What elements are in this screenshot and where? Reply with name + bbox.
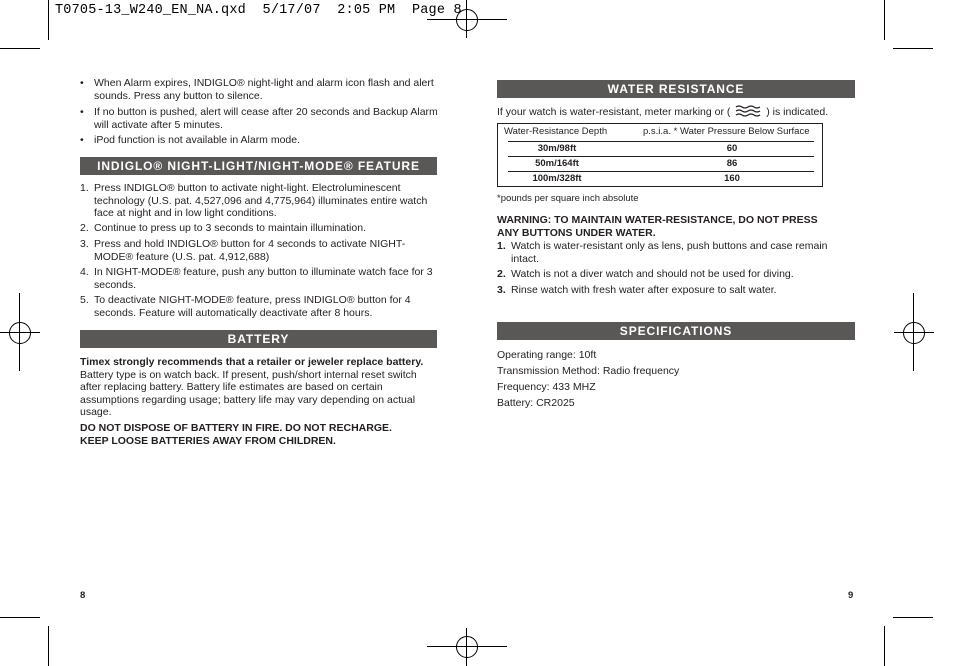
list-item: 1. Watch is water-resistant only as lens, push buttons and case remain intact.: [497, 240, 828, 265]
list-item: 3. Rinse watch with fresh water after exposure to salt water.: [497, 284, 777, 296]
section-header-battery: BATTERY: [80, 330, 437, 348]
table-header-depth: Water-Resistance Depth: [504, 126, 608, 137]
page-number-right: 9: [848, 590, 854, 601]
section-header-indiglo: INDIGLO® NIGHT-LIGHT/NIGHT-MODE® FEATURE: [80, 157, 437, 175]
page-number-left: 8: [80, 590, 86, 601]
table-footnote: *pounds per square inch absolute: [497, 193, 639, 204]
file-slug: T0705-13_W240_EN_NA.qxd 5/17/07 2:05 PM Page 8: [55, 3, 462, 18]
specifications-list: [497, 349, 857, 413]
water-warning: WARNING: TO MAINTAIN WATER-RESISTANCE, DO NOT PRESS ANY BUTTONS UNDER WATER.: [497, 214, 818, 239]
water-waves-icon: [735, 105, 761, 121]
list-item: 3. Press and hold INDIGLO® button for 4 seconds to activate NIGHT-MODE® feature (U.S. pat. 4,912,688): [80, 238, 406, 263]
list-item: • iPod function is not available in Alarm mode.: [80, 134, 301, 146]
battery-paragraph: Timex strongly recommends that a retailer or jeweler replace battery. Battery type is on watch back. If present, push/short internal reset switch after replacing battery. Battery life estimates are based on certain assumptions regarding usage; battery life may vary depending on actual usage.: [80, 356, 424, 419]
list-item: Frequency: 433 MHZ: [497, 381, 596, 393]
battery-warning: DO NOT DISPOSE OF BATTERY IN FIRE. DO NOT RECHARGE. KEEP LOOSE BATTERIES AWAY FROM CHILDREN.: [80, 422, 392, 447]
list-item: 1. Press INDIGLO® button to activate night-light. Electroluminescent technology (U.S. pat. 4,527,096 and 4,775,964) illuminates entire watch face at night and in low light conditions.: [80, 182, 428, 220]
list-item: Operating range: 10ft: [497, 349, 597, 361]
list-item: • If no button is pushed, alert will cease after 20 seconds and Backup Alarm will activate after 5 minutes.: [80, 106, 438, 131]
list-item: 4. In NIGHT-MODE® feature, push any button to illuminate watch face for 3 seconds.: [80, 266, 433, 291]
section-header-specifications: SPECIFICATIONS: [497, 322, 855, 340]
table-header-pressure: p.s.i.a. * Water Pressure Below Surface: [643, 126, 810, 137]
list-item: Transmission Method: Radio frequency: [497, 365, 680, 377]
table-divider: [508, 141, 814, 142]
list-item: • When Alarm expires, INDIGLO® night-light and alarm icon flash and alert sounds. Press any button to silence.: [80, 77, 434, 102]
list-item: Battery: CR2025: [497, 397, 575, 409]
list-item: 5. To deactivate NIGHT-MODE® feature, press INDIGLO® button for 4 seconds. Feature will automatically deactivate after 8 hours.: [80, 294, 411, 319]
list-item: 2. Continue to press up to 3 seconds to maintain illumination.: [80, 222, 366, 234]
list-item: 2. Watch is not a diver watch and should not be used for diving.: [497, 268, 794, 280]
water-intro: If your watch is water-resistant, meter marking or ( ) is indicated.: [497, 105, 857, 121]
water-resistance-table: Water-Resistance Depth p.s.i.a. * Water Pressure Below Surface 30m/98ft 60 50m/164ft 86 100m/328ft 160: [497, 123, 823, 187]
section-header-water-resistance: WATER RESISTANCE: [497, 80, 855, 98]
